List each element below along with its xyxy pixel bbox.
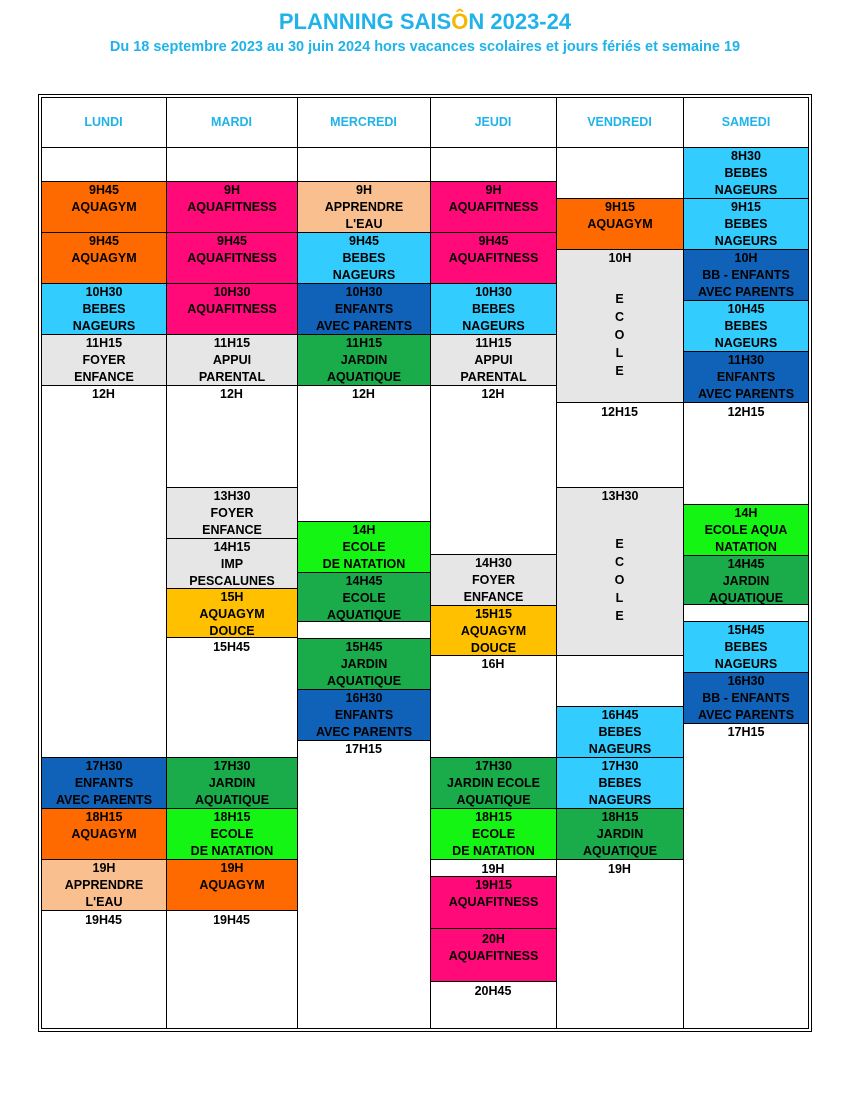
session-block[interactable]: 10H30 ENFANTS AVEC PARENTS xyxy=(297,283,431,335)
end-time-label: 19H45 xyxy=(85,913,122,927)
day-header-mardi: MARDI xyxy=(211,115,252,129)
end-time-label: 19H xyxy=(481,862,505,876)
school-block[interactable]: 10H xyxy=(556,249,684,403)
session-block[interactable]: 16H30 ENFANTS AVEC PARENTS xyxy=(297,689,431,741)
session-block[interactable]: 10H30 BEBES NAGEURS xyxy=(430,283,557,335)
end-time-label: 12H xyxy=(352,387,375,401)
day-header-lundi: LUNDI xyxy=(84,115,123,129)
session-block[interactable]: 15H45 JARDIN AQUATIQUE xyxy=(297,638,431,690)
page-subtitle: Du 18 septembre 2023 au 30 juin 2024 hors vacances scolaires et jours fériés et semaine 19 xyxy=(109,39,741,55)
session-block[interactable]: 10H30 AQUAFITNESS xyxy=(166,283,298,335)
end-time-label: 16H xyxy=(481,657,505,671)
session-block[interactable]: 16H30 BB - ENFANTS AVEC PARENTS xyxy=(683,672,809,724)
end-time-label: 17H15 xyxy=(727,725,765,739)
session-block[interactable]: 16H45 BEBES NAGEURS xyxy=(556,706,684,758)
end-time-label: 12H xyxy=(92,387,115,401)
session-block[interactable]: 18H15 AQUAGYM xyxy=(41,808,167,860)
session-block[interactable]: 15H AQUAGYM DOUCE xyxy=(166,588,298,638)
session-block[interactable]: 11H15 FOYER ENFANCE xyxy=(41,334,167,386)
session-block[interactable]: 11H15 APPUI PARENTAL xyxy=(166,334,298,386)
session-block[interactable]: 10H BB - ENFANTS AVEC PARENTS xyxy=(683,249,809,301)
session-block[interactable]: 15H45 BEBES NAGEURS xyxy=(683,621,809,673)
session-block[interactable]: 9H15 BEBES NAGEURS xyxy=(683,198,809,250)
session-block[interactable]: 17H30 JARDIN ECOLE AQUATIQUE xyxy=(430,757,557,809)
end-time-label: 19H xyxy=(608,862,631,876)
session-block[interactable]: 17H30 BEBES NAGEURS xyxy=(556,757,684,809)
day-header-mercredi: MERCREDI xyxy=(330,115,397,129)
session-block[interactable]: 17H30 JARDIN AQUATIQUE xyxy=(166,757,298,809)
session-block[interactable]: 9H45 BEBES NAGEURS xyxy=(297,232,431,284)
session-block[interactable]: 19H APPRENDRE L'EAU xyxy=(41,859,167,911)
session-block[interactable]: 14H15 IMP PESCALUNES xyxy=(166,538,298,590)
end-time-label: 20H45 xyxy=(474,984,512,998)
end-time-label: 12H xyxy=(220,387,243,401)
session-block[interactable]: 9H45 AQUAGYM xyxy=(41,232,167,284)
session-block[interactable]: 9H45 AQUAFITNESS xyxy=(166,232,298,284)
day-header-jeudi: JEUDI xyxy=(474,115,512,129)
session-block[interactable]: 9H AQUAFITNESS xyxy=(166,181,298,233)
session-block[interactable]: 20H AQUAFITNESS xyxy=(430,928,557,982)
session-block[interactable]: 9H45 AQUAFITNESS xyxy=(430,232,557,284)
session-block[interactable]: 10H30 BEBES NAGEURS xyxy=(41,283,167,335)
session-block[interactable]: 11H15 APPUI PARENTAL xyxy=(430,334,557,386)
end-time-label: 12H15 xyxy=(601,405,638,419)
session-block[interactable]: 14H45 JARDIN AQUATIQUE xyxy=(683,555,809,605)
session-block[interactable]: 18H15 JARDIN AQUATIQUE xyxy=(556,808,684,860)
session-block[interactable]: 18H15 ECOLE DE NATATION xyxy=(430,808,557,860)
end-time-label: 12H xyxy=(481,387,505,401)
session-block[interactable]: 9H APPRENDRE L'EAU xyxy=(297,181,431,233)
session-block[interactable]: 9H15 AQUAGYM xyxy=(556,198,684,250)
session-block[interactable]: 9H AQUAFITNESS xyxy=(430,181,557,233)
session-block[interactable]: 18H15 ECOLE DE NATATION xyxy=(166,808,298,860)
session-block[interactable]: 17H30 ENFANTS AVEC PARENTS xyxy=(41,757,167,809)
day-header-vendredi: VENDREDI xyxy=(587,115,652,129)
school-vertical-label: E C O L E xyxy=(614,292,625,378)
end-time-label: 15H45 xyxy=(213,640,250,654)
session-block[interactable]: 19H15 AQUAFITNESS xyxy=(430,876,557,929)
session-block[interactable]: 11H30 ENFANTS AVEC PARENTS xyxy=(683,351,809,403)
end-time-label: 17H15 xyxy=(345,742,382,756)
page-title: PLANNING SAISÔN 2023-24 xyxy=(278,9,572,34)
session-block[interactable]: 19H AQUAGYM xyxy=(166,859,298,911)
school-vertical-label: E C O L E xyxy=(614,537,625,623)
session-block[interactable]: 15H15 AQUAGYM DOUCE xyxy=(430,605,557,656)
session-block[interactable]: 10H45 BEBES NAGEURS xyxy=(683,300,809,352)
session-block[interactable]: 14H45 ECOLE AQUATIQUE xyxy=(297,572,431,622)
day-header-samedi: SAMEDI xyxy=(721,115,771,129)
session-block[interactable]: 9H45 AQUAGYM xyxy=(41,181,167,233)
end-time-label: 12H15 xyxy=(727,405,765,419)
session-block[interactable]: 11H15 JARDIN AQUATIQUE xyxy=(297,334,431,386)
school-block[interactable]: 13H30 xyxy=(556,487,684,656)
session-block[interactable]: 14H ECOLE DE NATATION xyxy=(297,521,431,573)
session-block[interactable]: 13H30 FOYER ENFANCE xyxy=(166,487,298,539)
session-block[interactable]: 8H30 BEBES NAGEURS xyxy=(683,147,809,199)
end-time-label: 19H45 xyxy=(213,913,250,927)
session-block[interactable]: 14H30 FOYER ENFANCE xyxy=(430,554,557,606)
session-block[interactable]: 14H ECOLE AQUA NATATION xyxy=(683,504,809,556)
